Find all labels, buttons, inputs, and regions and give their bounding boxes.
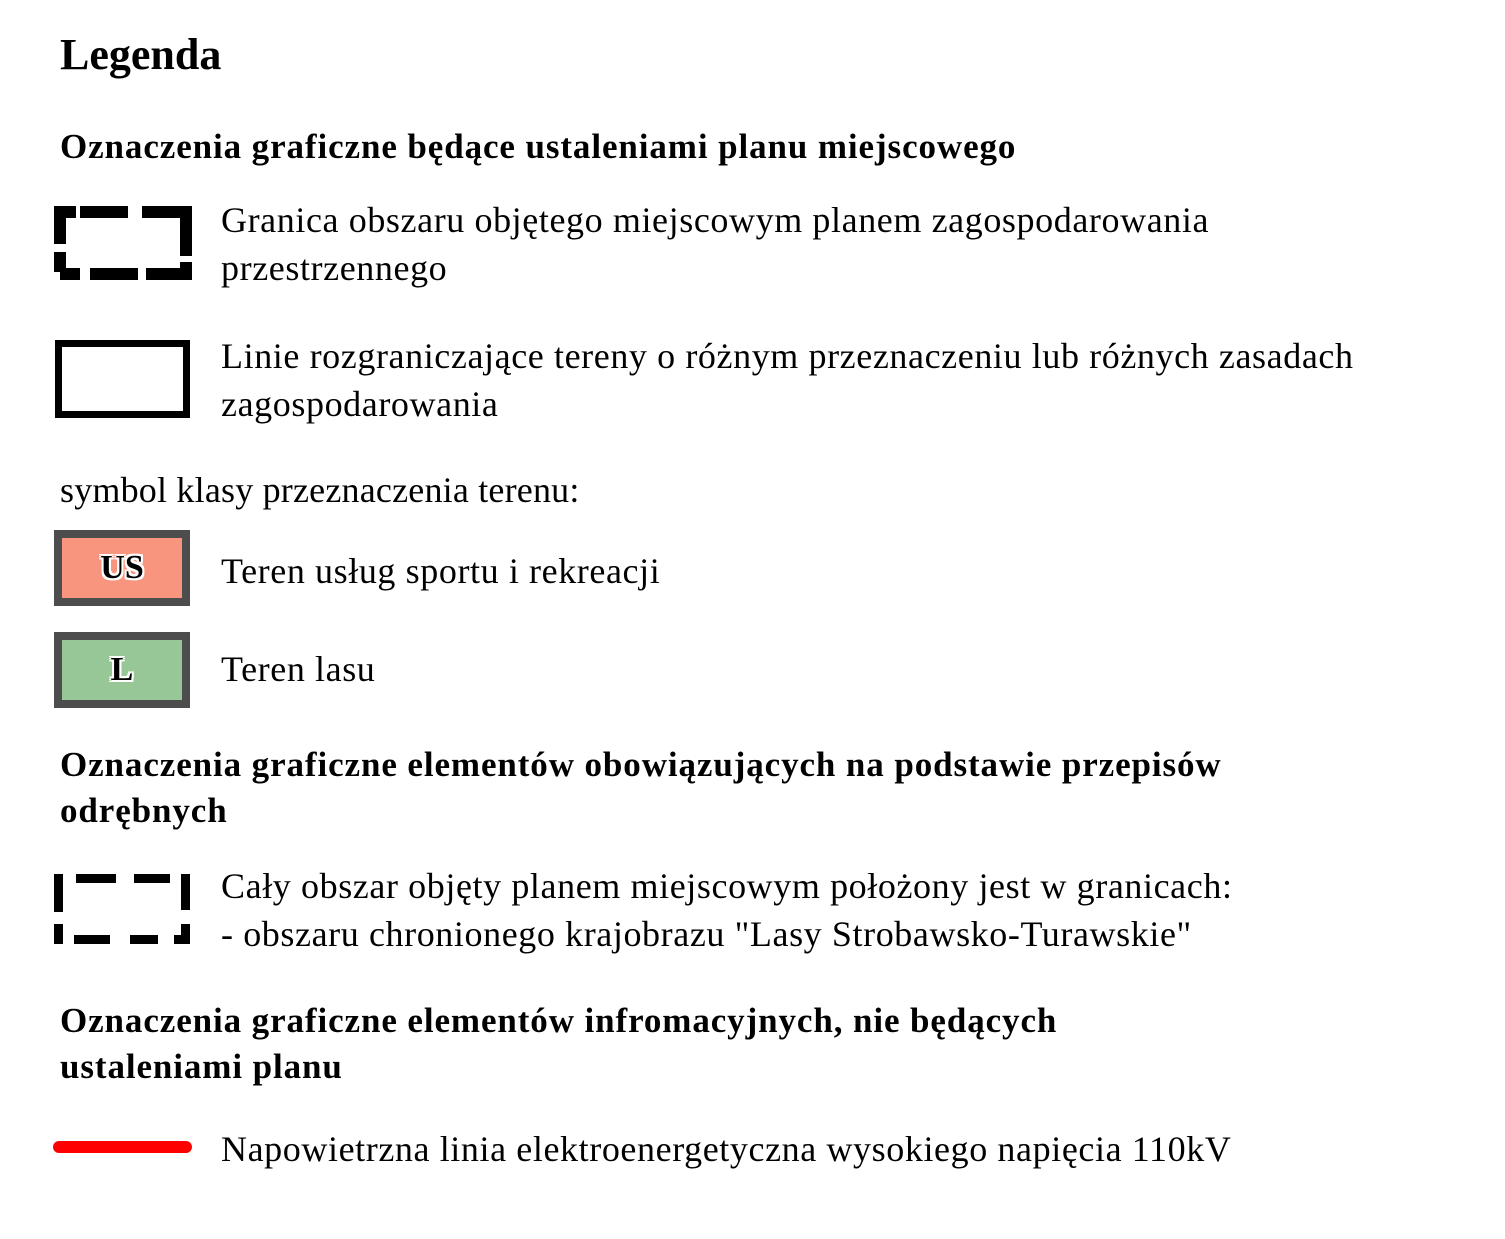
plan-boundary-label — [221, 196, 1209, 292]
land-use-class-intro: symbol klasy przeznaczenia terenu: — [60, 470, 580, 510]
protected-area-label — [221, 862, 1233, 958]
land-use-us-swatch — [54, 530, 190, 606]
plan-boundary-dashed-symbol — [50, 200, 198, 286]
plan-boundary-label-line-2: przestrzennego — [221, 248, 448, 288]
power-line-symbol — [53, 1141, 192, 1153]
section-regulations-heading — [60, 742, 1222, 834]
power-line-label: Napowietrzna linia elektroenergetyczna wysokiego napięcia 110kV — [221, 1129, 1232, 1169]
section-info-heading — [60, 998, 1057, 1090]
dividing-lines-label-line-1: Linie rozgraniczające tereny o różnym przeznaczeniu lub różnych zasadach — [221, 336, 1354, 376]
section-regulations-heading-line-1: Oznaczenia graficzne elementów obowiązujących na podstawie przepisów — [60, 745, 1222, 784]
protected-area-label-line-2: - obszaru chronionego krajobrazu "Lasy Strobawsko-Turawskie" — [221, 914, 1192, 954]
plan-boundary-label-line-1: Granica obszaru objętego miejscowym planem zagospodarowania — [221, 200, 1210, 240]
legend-title: Legenda — [60, 30, 222, 79]
dividing-lines-solid-symbol — [55, 340, 190, 418]
section-info-heading-line-2: ustaleniami planu — [60, 1047, 343, 1086]
land-use-us-code: US — [100, 549, 144, 586]
dividing-lines-label-line-2: zagospodarowania — [221, 384, 499, 424]
section-plan-heading: Oznaczenia graficzne będące ustaleniami planu miejscowego — [60, 127, 1017, 166]
land-use-us-label: Teren usług sportu i rekreacji — [221, 551, 661, 591]
protected-area-label-line-1: Cały obszar objęty planem miejscowym położony jest w granicach: — [221, 866, 1233, 906]
land-use-l-code: L — [110, 651, 134, 688]
land-use-l-swatch — [54, 632, 190, 708]
land-use-l-label: Teren lasu — [221, 649, 376, 689]
section-info-heading-line-1: Oznaczenia graficzne elementów infromacyjnych, nie będących — [60, 1001, 1058, 1040]
dividing-lines-label — [221, 332, 1354, 428]
protected-area-dashed-symbol — [50, 868, 194, 952]
section-regulations-heading-line-2: odrębnych — [60, 791, 228, 830]
